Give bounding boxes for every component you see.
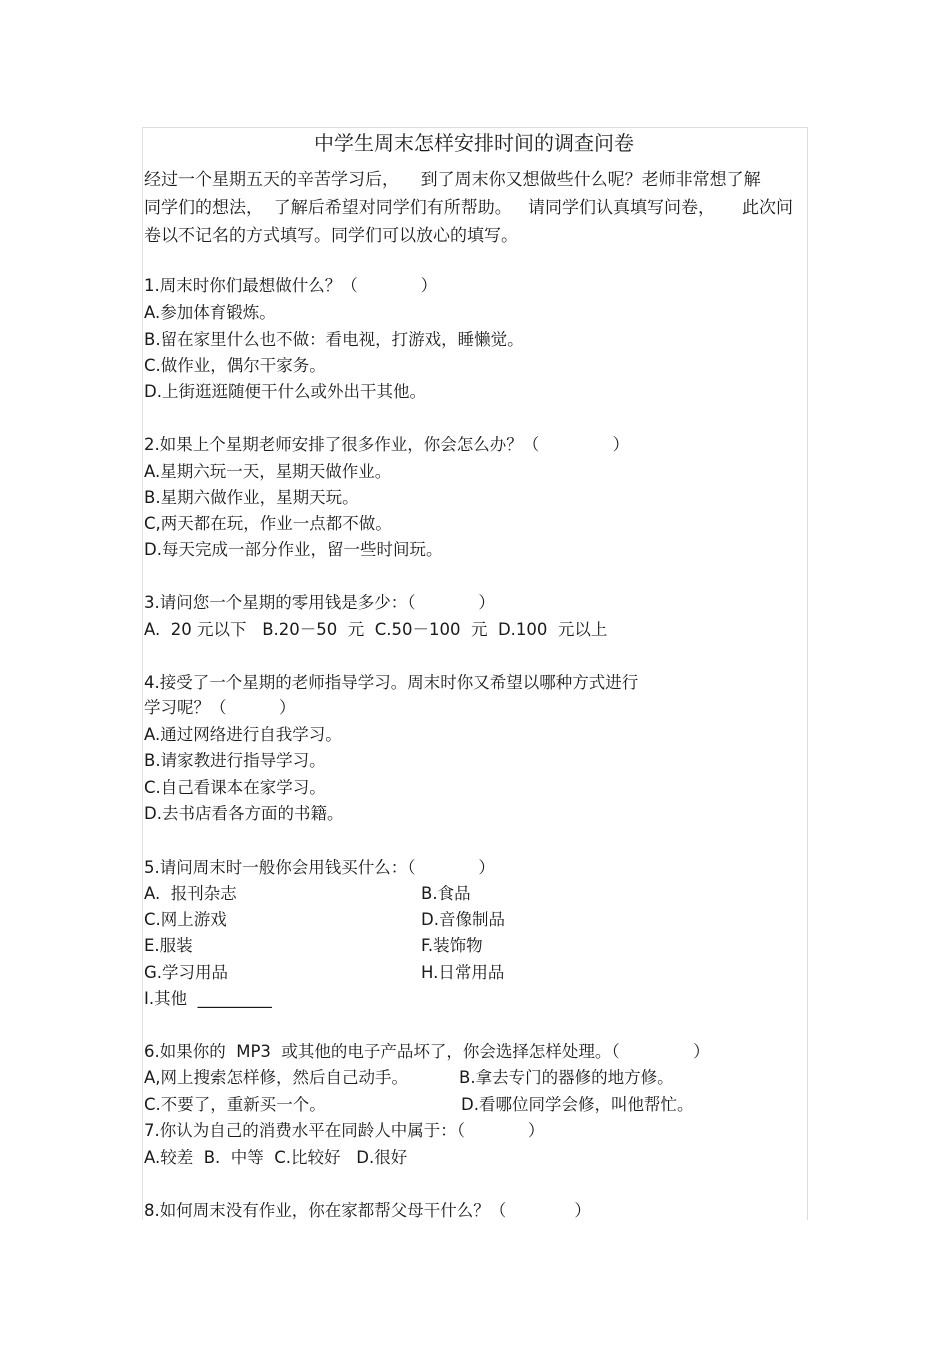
option-b: B.拿去专门的器修的地方修。 [459,1068,674,1087]
option-a: A.参加体育锻炼。 [144,303,276,322]
question-text: 4.接受了一个星期的老师指导学习。周末时你又希望以哪种方式进行 [144,673,639,692]
option-b: B.食品 [421,884,471,903]
option-d: D.上街逛逛随便干什么或外出干其他。 [144,382,426,401]
option-c: C.做作业，偶尔干家务。 [144,356,326,375]
option-h: H.日常用品 [421,963,505,982]
option-a: A,网上搜索怎样修，然后自己动手。 [144,1068,409,1087]
option-b: B.留在家里什么也不做：看电视，打游戏，睡懒觉。 [144,330,524,349]
option-b: B.星期六做作业，星期天玩。 [144,488,359,507]
options-row: A. 20 元以下 B.20－50 元 C.50－100 元 D.100 元以上 [144,620,608,639]
question-text: 2.如果上个星期老师安排了很多作业，你会怎么办？（ ） [144,435,630,454]
option-c: C.不要了，重新买一个。 [144,1095,326,1114]
option-c: C.网上游戏 [144,910,227,929]
option-f: F.装饰物 [421,936,483,955]
question-text: 6.如果你的 MP3 或其他的电子产品坏了，你会选择怎样处理。（ ） [144,1042,710,1061]
question-text: 3.请问您一个星期的零用钱是多少：（ ） [144,593,495,612]
option-e: E.服装 [144,936,193,955]
option-g: G.学习用品 [144,963,229,982]
question-text: 1.周末时你们最想做什么？（ ） [144,276,438,295]
option-d: D.去书店看各方面的书籍。 [144,804,344,823]
intro-line: 经过一个星期五天的辛苦学习后， 到了周末你又想做些什么呢？老师非常想了解 [144,170,761,190]
intro-line: 同学们的想法， 了解后希望对同学们有所帮助。 请同学们认真填写问卷， 此次问 [144,198,794,218]
option-a: A. 报刊杂志 [144,884,237,903]
options-row: A.较差 B. 中等 C.比较好 D.很好 [144,1148,408,1167]
survey-title: 中学生周末怎样安排时间的调查问卷 [314,131,634,155]
option-a: A.星期六玩一天，星期天做作业。 [144,462,392,481]
question-text: 5.请问周末时一般你会用钱买什么：（ ） [144,858,495,877]
option-a: A.通过网络进行自我学习。 [144,725,342,744]
option-b: B.请家教进行指导学习。 [144,751,326,770]
option-d: D.音像制品 [421,910,505,929]
question-text: 8.如何周末没有作业，你在家都帮父母干什么？（ ） [144,1201,591,1220]
option-i-other: I.其他 _________ [144,989,272,1008]
question-text-cont: 学习呢？（ ） [144,698,296,717]
option-c: C,两天都在玩，作业一点都不做。 [144,514,392,533]
option-d: D.每天完成一部分作业，留一些时间玩。 [144,540,443,559]
question-text: 7.你认为自己的消费水平在同龄人中属于：（ ） [144,1121,545,1140]
intro-line: 卷以不记名的方式填写。同学们可以放心的填写。 [144,226,518,246]
option-d: D.看哪位同学会修，叫他帮忙。 [461,1095,694,1114]
option-c: C.自己看课本在家学习。 [144,778,326,797]
